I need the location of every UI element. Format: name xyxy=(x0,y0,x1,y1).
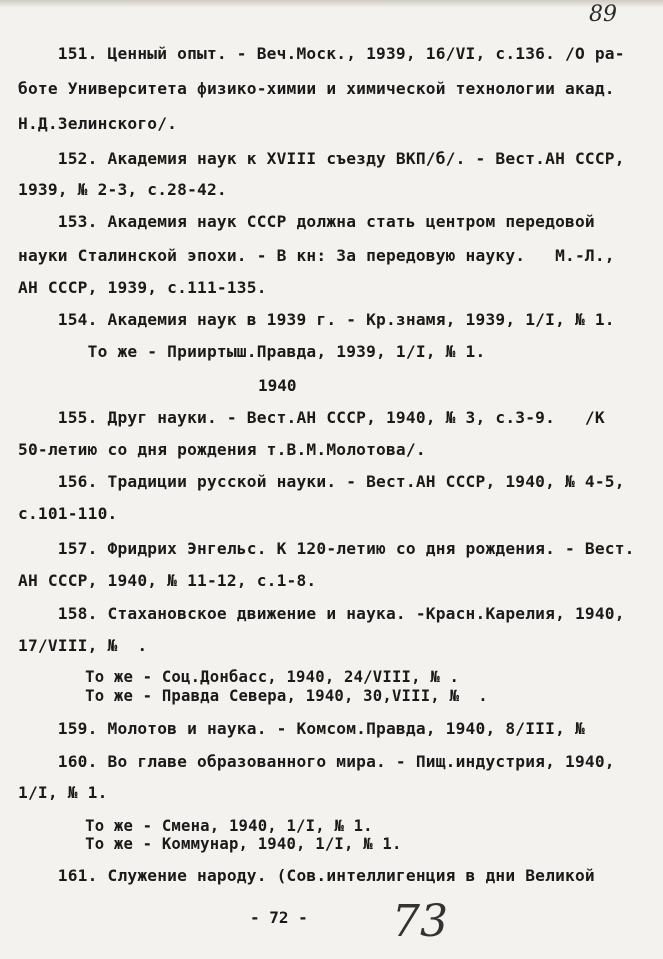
text-line: 157. Фридрих Энгельс. К 120-летию со дня рождения. - Вест. xyxy=(18,539,635,558)
text-line: То же - Правда Севера, 1940, 30,VIII, № . xyxy=(18,687,488,705)
text-line: 152. Академия наук к XVIII съезду ВКП/б/. - Вест.АН СССР, xyxy=(18,149,625,168)
text-line: боте Университета физико-химии и химической технологии акад. xyxy=(18,79,615,98)
text-line: 17/VIII, № . xyxy=(18,636,148,655)
text-line: науки Сталинской эпохи. - В кн: За передовую науку. М.-Л., xyxy=(18,246,615,265)
text-line: 153. Академия наук СССР должна стать центром передовой xyxy=(18,212,595,231)
text-line: 160. Во главе образованного мира. - Пищ.индустрия, 1940, xyxy=(18,752,615,771)
text-line: То же - Прииртыш.Правда, 1939, 1/I, № 1. xyxy=(18,342,486,361)
text-line: 158. Стахановское движение и наука. -Красн.Карелия, 1940, xyxy=(18,604,625,623)
text-line: 155. Друг науки. - Вест.АН СССР, 1940, № 3, с.3-9. /К xyxy=(18,408,605,427)
text-line: 1/I, № 1. xyxy=(18,783,108,802)
text-line: 159. Молотов и наука. - Комсом.Правда, 1940, 8/III, № xyxy=(18,719,595,738)
text-line: То же - Коммунар, 1940, 1/I, № 1. xyxy=(18,835,402,853)
year-heading: 1940 xyxy=(258,376,297,395)
page-top-edge xyxy=(0,0,663,8)
handwritten-page-number: 73 xyxy=(392,896,448,947)
text-line: АН СССР, 1940, № 11-12, с.1-8. xyxy=(18,571,317,590)
text-line: То же - Соц.Донбасс, 1940, 24/VIII, № . xyxy=(18,668,460,686)
text-line: 1939, № 2-3, с.28-42. xyxy=(18,180,227,199)
text-line: 161. Служение народу. (Сов.интеллигенция в дни Великой xyxy=(18,866,595,885)
text-line: 50-летию со дня рождения т.В.М.Молотова/. xyxy=(18,440,426,459)
text-line: То же - Смена, 1940, 1/I, № 1. xyxy=(18,817,373,835)
text-line: 151. Ценный опыт. - Веч.Моск., 1939, 16/VI, с.136. /О ра- xyxy=(18,44,625,63)
text-line: Н.Д.Зелинского/. xyxy=(18,114,178,133)
text-line: 154. Академия наук в 1939 г. - Кр.знамя, 1939, 1/I, № 1. xyxy=(18,310,615,329)
corner-page-number: 89 xyxy=(589,2,617,27)
page-footer-number: - 72 - xyxy=(250,908,308,927)
text-line: с.101-110. xyxy=(18,504,118,523)
text-line: 156. Традиции русской науки. - Вест.АН СССР, 1940, № 4-5, xyxy=(18,472,625,491)
text-line: АН СССР, 1939, с.111-135. xyxy=(18,278,267,297)
